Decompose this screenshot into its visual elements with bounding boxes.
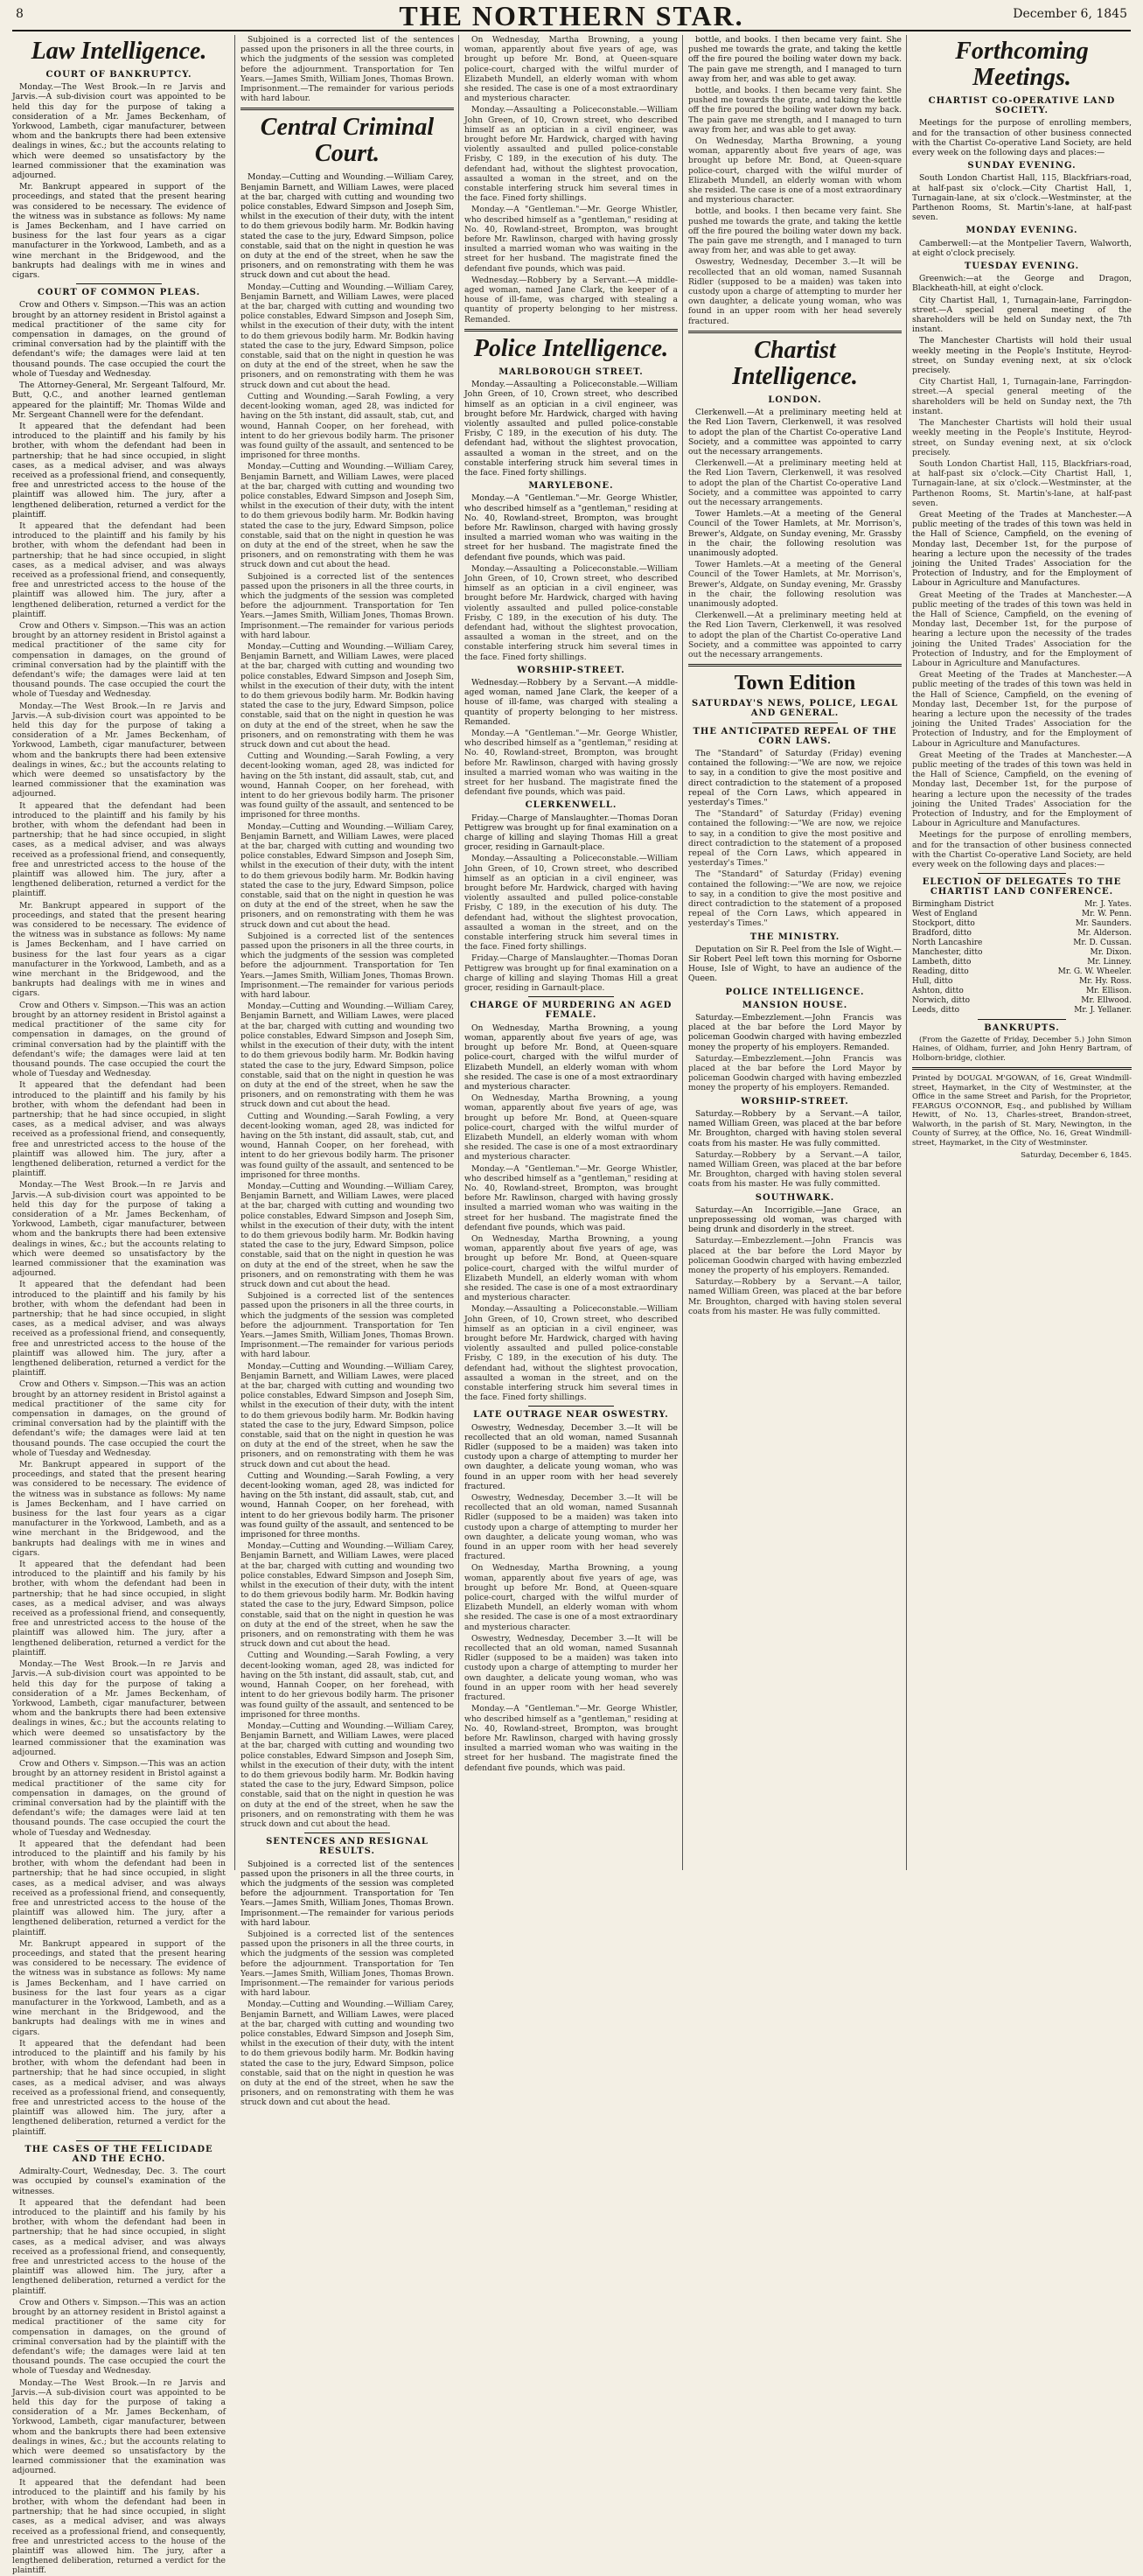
- article-paragraph: Saturday.—Robbery by a Servant.—A tailor, named William Green, was placed at the bar before Mr. Broughton, charged with having stolen several coats from his master. He was fully committed.: [688, 1277, 902, 1316]
- delegate-name: Mr. Saunders.: [1075, 918, 1132, 928]
- article-paragraph: Saturday.—Robbery by a Servant.—A tailor, named William Green, was placed at the bar before Mr. Broughton, charged with having stolen several coats from his master. He was fully committed.: [688, 1149, 902, 1190]
- article-paragraph: It appeared that the defendant had been introduced to the plaintiff and his family by his brother, with whom the defendant had been in partnership; that he had since occupied, in slight cases, as a medical adviser, and was always received as a professional friend, and consequently, free and unrestricted access to the house of the plaintiff was allowed him. The jury, after a lengthened deliberation, returned a verdict for the plaintiff.: [12, 1560, 226, 1658]
- article-paragraph: Crow and Others v. Simpson.—This was an action brought by an attorney resident in Bristol against a medical practitioner of the same city for compensation in damages, on the ground of criminal conversation had by the plaintiff with the defendant's wife; the damages were laid at ten thousand pounds. The case occupied the court the whole of Tuesday and Wednesday.: [12, 2297, 226, 2377]
- heading-police-intelligence: POLICE INTELLIGENCE.: [725, 987, 865, 997]
- article-paragraph: Monday.—Assaulting a Policeconstable.—William John Green, of 10, Crown street, who described himself as an optician in a civil engineer, was brought before Mr. Hardwick, charged with having violently assaulted and pulled police-constable Frisby, C 189, in the execution of his duty. The defendant had, without the slightest provocation, assaulted a woman in the street, and on the constable interfering struck him several times in the face. Fined forty shillings.: [464, 380, 678, 478]
- divider: [240, 108, 454, 110]
- article-paragraph: Admiralty-Court, Wednesday, Dec. 3. The court was occupied by counsel's examination of the witnesses.: [12, 2167, 226, 2196]
- divider: [76, 2140, 162, 2141]
- article-paragraph: Subjoined is a corrected list of the sentences passed upon the prisoners in all the three courts, in which the judgments of the session was completed before the adjournment. Transportation for Ten Years.—James Smith, William Jones, Thomas Brown. Imprisonment.—The remainder for various periods with hard labour.: [240, 931, 454, 1001]
- article-paragraph: Oswestry, Wednesday, December 3.—It will be recollected that an old woman, named Susannah Ridler (supposed to be a maiden) was taken into custody upon a charge of attempting to murder her own daughter, a delicate young woman, who was found in an upper room with her head severely fractured.: [464, 1422, 678, 1491]
- delegate-name: Mr. D. Cussan.: [1073, 938, 1132, 947]
- delegate-name: Mr. Hy. Ross.: [1078, 976, 1132, 986]
- column-4: [682, 35, 902, 1870]
- article-paragraph: Great Meeting of the Trades at Manchester.—A public meeting of the trades of this town was held in the Hall of Science, Campfield, on the evening of Monday last, December 1st, for the purpose of hearing a lecture upon the necessity of the trades joining the United Trades' Association for the Protection of Industry, and for the Employment of Labour in Agriculture and Manufactures.: [912, 509, 1132, 589]
- divider: [978, 1019, 1065, 1020]
- heading-mansion-house: MANSION HOUSE.: [742, 1000, 848, 1010]
- article-paragraph: bottle, and books. I then became very faint. She pushed me towards the grate, and taking the kettle off the fire poured the boiling water down my back. The pain gave me strength, and I managed to turn away from her, and was able to get away.: [688, 206, 902, 256]
- heading-london: LONDON.: [768, 394, 822, 405]
- article-paragraph: Cutting and Wounding.—Sarah Fowling, a very decent-looking woman, aged 28, was indicted for having on the 5th instant, did assault, stab, cut, and wound, Hannah Cooper, on her forehead, with intent to do her grievous bodily harm. The prisoner was found guilty of the assault, and sentenced to be imprisoned for three months.: [240, 751, 454, 820]
- heading-worship-street: WORSHIP-STREET.: [517, 665, 625, 675]
- delegate-place: Manchester, ditto: [912, 947, 983, 957]
- article-paragraph: On Wednesday, Martha Browning, a young woman, apparently about five years of age, was brought up before Mr. Bond, at Queen-square police-court, charged with the wilful murder of Elizabeth Mundell, an elderly woman with whom she resided. The case is one of a most extraordinary and mysterious character.: [464, 1023, 678, 1092]
- delegate-name: Mr. J. Yates.: [1084, 899, 1132, 909]
- heading-land-society: CHARTIST CO-OPERATIVE LAND SOCIETY.: [928, 96, 1116, 116]
- article-paragraph: Cutting and Wounding.—Sarah Fowling, a very decent-looking woman, aged 28, was indicted for having on the 5th instant, did assault, stab, cut, and wound, Hannah Cooper, on her forehead, with intent to do her grievous bodily harm. The prisoner was found guilty of the assault, and sentenced to be imprisoned for three months.: [240, 1470, 454, 1540]
- article-paragraph: It appeared that the defendant had been introduced to the plaintiff and his family by his brother, with whom the defendant had been in partnership; that he had since occupied, in slight cases, as a medical adviser, and was always received as a professional friend, and consequently, free and unrestricted access to the house of the plaintiff was allowed him. The jury, after a lengthened deliberation, returned a verdict for the plaintiff.: [12, 800, 226, 899]
- section-heading-meetings: Forthcoming Meetings.: [955, 38, 1089, 91]
- delegate-row: [912, 948, 1132, 958]
- article-paragraph: Monday.—Cutting and Wounding.—William Carey, Benjamin Barnett, and William Lawes, were placed at the bar, charged with cutting and wounding two police constables, Edward Simpson and Joseph Sim, whilst in the execution of their duty, with the intent to do them grievous bodily harm. Mr. Bodkin having stated the case to the jury, Edward Simpson, police constable, said that on the night in question he was on duty at the end of the street, when he saw the prisoners, and on remonstrating with them he was struck down and cut about the head.: [240, 1721, 454, 1829]
- heading-oswestry: LATE OUTRAGE NEAR OSWESTRY.: [473, 1410, 669, 1421]
- newspaper-title: THE NORTHERN STAR.: [399, 0, 744, 31]
- heading-bankrupts: BANKRUPTS.: [984, 1023, 1060, 1033]
- heading-corn-laws: THE ANTICIPATED REPEAL OF THE CORN LAWS.: [693, 726, 897, 746]
- article-paragraph: The "Standard" of Saturday (Friday) evening contained the following:—"We are now, we rejoice to say, in a condition to give the most positive and direct contradiction to the statement of a proposed repeal of the Corn Laws, which appeared in yesterday's Times.": [688, 869, 902, 929]
- divider: [528, 1406, 614, 1407]
- article-paragraph: Monday.—Assaulting a Policeconstable.—William John Green, of 10, Crown street, who described himself as an optician in a civil engineer, was brought before Mr. Hardwick, charged with having violently assaulted and pulled police-constable Frisby, C 189, in the execution of his duty. The defendant had, without the slightest provocation, assaulted a woman in the street, and on the constable interfering struck him several times in the face. Fined forty shillings.: [464, 1304, 678, 1403]
- article-paragraph: On Wednesday, Martha Browning, a young woman, apparently about five years of age, was brought up before Mr. Bond, at Queen-square police-court, charged with the wilful murder of Elizabeth Mundell, an elderly woman with whom she resided. The case is one of a most extraordinary and mysterious character.: [464, 1563, 678, 1632]
- column-5: [906, 35, 1132, 1870]
- heading-sunday-evening: SUNDAY EVENING.: [967, 161, 1077, 171]
- delegate-place: West of England: [912, 909, 978, 918]
- delegate-place: Leeds, ditto: [912, 1005, 960, 1015]
- heading-common-pleas: COURT OF COMMON PLEAS.: [37, 288, 201, 298]
- delegate-row: [912, 996, 1132, 1006]
- article-paragraph: Cutting and Wounding.—Sarah Fowling, a very decent-looking woman, aged 28, was indicted for having on the 5th instant, did assault, stab, cut, and wound, Hannah Cooper, on her forehead, with intent to do her grievous bodily harm. The prisoner was found guilty of the assault, and sentenced to be imprisoned for three months.: [240, 1651, 454, 1720]
- article-paragraph: Greenwich:—at the George and Dragon, Blackheath-hill, at eight o'clock.: [912, 274, 1132, 294]
- delegate-name: Mr. G. W. Wheeler.: [1057, 967, 1132, 976]
- article-paragraph: Monday.—Cutting and Wounding.—William Carey, Benjamin Barnett, and William Lawes, were placed at the bar, charged with cutting and wounding two police constables, Edward Simpson and Joseph Sim, whilst in the execution of their duty, with the intent to do them grievous bodily harm. Mr. Bodkin having stated the case to the jury, Edward Simpson, police constable, said that on the night in question he was on duty at the end of the street, when he saw the prisoners, and on remonstrating with them he was struck down and cut about the head.: [240, 462, 454, 570]
- article-paragraph: City Chartist Hall, 1, Turnagain-lane, Farringdon-street.—A special general meeting of the shareholders will be held on Sunday next, the 7th instant.: [912, 295, 1132, 335]
- article-paragraph: It appeared that the defendant had been introduced to the plaintiff and his family by his brother, with whom the defendant had been in partnership; that he had since occupied, in slight cases, as a medical adviser, and was always received as a professional friend, and consequently, free and unrestricted access to the house of the plaintiff was allowed him. The jury, after a lengthened deliberation, returned a verdict for the plaintiff.: [12, 520, 226, 619]
- article-paragraph: The "Standard" of Saturday (Friday) evening contained the following:—"We are now, we rejoice to say, in a condition to give the most positive and direct contradiction to the statement of a proposed repeal of the Corn Laws, which appeared in yesterday's Times.": [688, 748, 902, 807]
- delegate-row: [912, 919, 1132, 929]
- article-paragraph: Monday.—Cutting and Wounding.—William Carey, Benjamin Barnett, and William Lawes, were placed at the bar, charged with cutting and wounding two police constables, Edward Simpson and Joseph Sim, whilst in the execution of their duty, with the intent to do them grievous bodily harm. Mr. Bodkin having stated the case to the jury, Edward Simpson, police constable, said that on the night in question he was on duty at the end of the street, when he saw the prisoners, and on remonstrating with them he was struck down and cut about the head.: [240, 282, 454, 390]
- article-paragraph: Monday.—The West Brook.—In re Jarvis and Jarvis.—A sub-division court was appointed to be held this day for the purpose of taking a consideration of a Mr. James Beckenham, of Yorkwood, Lambeth, cigar manufacturer, between whom and the bankrupts there had been extensive dealings in wines, &c.; but the accounts relating to which were deemed so unsatisfactory by the learned commissioner that the examination was adjourned.: [12, 1180, 226, 1279]
- delegate-place: Reading, ditto: [912, 967, 969, 976]
- article-paragraph: Meetings for the purpose of enrolling members, and for the transaction of other business connected with the Chartist Co-operative Land Society, are held every week on the following days and places:—: [912, 830, 1132, 870]
- article-paragraph: It appeared that the defendant had been introduced to the plaintiff and his family by his brother, with whom the defendant had been in partnership; that he had since occupied, in slight cases, as a medical adviser, and was always received as a professional friend, and consequently, free and unrestricted access to the house of the plaintiff was allowed him. The jury, after a lengthened deliberation, returned a verdict for the plaintiff.: [12, 1839, 226, 1937]
- delegate-place: Birmingham District: [912, 899, 994, 909]
- article-paragraph: Cutting and Wounding.—Sarah Fowling, a very decent-looking woman, aged 28, was indicted for having on the 5th instant, did assault, stab, cut, and wound, Hannah Cooper, on her forehead, with intent to do her grievous bodily harm. The prisoner was found guilty of the assault, and sentenced to be imprisoned for three months.: [240, 1111, 454, 1180]
- article-paragraph: It appeared that the defendant had been introduced to the plaintiff and his family by his brother, with whom the defendant had been in partnership; that he had since occupied, in slight cases, as a medical adviser, and was always received as a professional friend, and consequently, free and unrestricted access to the house of the plaintiff was allowed him. The jury, after a lengthened deliberation, returned a verdict for the plaintiff.: [12, 2038, 226, 2137]
- delegate-place: Hull, ditto: [912, 976, 953, 986]
- article-paragraph: Subjoined is a corrected list of the sentences passed upon the prisoners in all the three courts, in which the judgments of the session was completed before the adjournment. Transportation for Ten Years.—James Smith, William Jones, Thomas Brown. Imprisonment.—The remainder for various periods with hard labour.: [240, 1859, 454, 1928]
- delegate-place: Lambeth, ditto: [912, 957, 972, 967]
- heading-ministry: THE MINISTRY.: [749, 932, 840, 942]
- delegate-row: [912, 929, 1132, 939]
- article-paragraph: (From the Gazette of Friday, December 5.) John Simon Haines, of Oldham, furrier, and John Henry Bartram, of Holborn-bridge, clothier.: [912, 1035, 1132, 1063]
- article-paragraph: Mr. Bankrupt appeared in support of the proceedings, and stated that the present hearing was considered to be necessary. The evidence of the witness was in substance as follows: My name is James Beckenham, and I have carried on business for the last four years as a cigar manufacturer in the Yorkwood, Lambeth, and as a wine merchant in the Bridgewood, and the bankrupts had dealings with me in wines and cigars.: [12, 900, 226, 999]
- delegate-name: Mr. Dixon.: [1090, 947, 1132, 957]
- article-paragraph: It appeared that the defendant had been introduced to the plaintiff and his family by his brother, with whom the defendant had been in partnership; that he had since occupied, in slight cases, as a medical adviser, and was always received as a professional friend, and consequently, free and unrestricted access to the house of the plaintiff was allowed him. The jury, after a lengthened deliberation, returned a verdict for the plaintiff.: [12, 1080, 226, 1179]
- article-paragraph: Monday.—Assaulting a Policeconstable.—William John Green, of 10, Crown street, who described himself as an optician in a civil engineer, was brought before Mr. Hardwick, charged with having violently assaulted and pulled police-constable Frisby, C 189, in the execution of his duty. The defendant had, without the slightest provocation, assaulted a woman in the street, and on the constable interfering struck him several times in the face. Fined forty shillings.: [464, 563, 678, 662]
- heading-southwark: SOUTHWARK.: [755, 1192, 835, 1203]
- article-paragraph: Saturday.—Embezzlement.—John Francis was placed at the bar before the Lord Mayor by policeman Goodwin charged with having embezzled money the property of his employers. Remanded.: [688, 1013, 902, 1052]
- article-paragraph: Tower Hamlets.—At a meeting of the General Council of the Tower Hamlets, at Mr. Morrison's, Brewer's, Aldgate, on Sunday evening, Mr. Grassby in the chair, the following resolution was unanimously adopted.: [688, 509, 902, 558]
- article-paragraph: Monday.—Cutting and Wounding.—William Carey, Benjamin Barnett, and William Lawes, were placed at the bar, charged with cutting and wounding two police constables, Edward Simpson and Joseph Sim, whilst in the execution of their duty, with the intent to do them grievous bodily harm. Mr. Bodkin having stated the case to the jury, Edward Simpson, police constable, said that on the night in question he was on duty at the end of the street, when he saw the prisoners, and on remonstrating with them he was struck down and cut about the head.: [240, 1002, 454, 1110]
- delegate-row: [912, 967, 1132, 977]
- divider: [76, 283, 162, 284]
- article-paragraph: Oswestry, Wednesday, December 3.—It will be recollected that an old woman, named Susannah Ridler (supposed to be a maiden) was taken into custody upon a charge of attempting to murder her own daughter, a delicate young woman, who was found in an upper room with her head severely fractured.: [464, 1493, 678, 1562]
- article-paragraph: On Wednesday, Martha Browning, a young woman, apparently about five years of age, was brought up before Mr. Bond, at Queen-square police-court, charged with the wilful murder of Elizabeth Mundell, an elderly woman with whom she resided. The case is one of a most extraordinary and mysterious character.: [464, 1093, 678, 1162]
- article-paragraph: Monday.—A "Gentleman."—Mr. George Whistler, who described himself as a "gentleman," residing at No. 40, Rowland-street, Brompton, was brought before Mr. Rawlinson, charged with having grossly insulted a married woman who was waiting in the street for her husband. The magistrate fined the defendant five pounds, which was paid.: [464, 1163, 678, 1232]
- article-paragraph: Wednesday.—Robbery by a Servant.—A middle-aged woman, named Jane Clark, the keeper of a house of ill-fame, was charged with stealing a quantity of property belonging to her mistress. Remanded.: [464, 275, 678, 325]
- divider: [688, 331, 902, 333]
- divider: [688, 664, 902, 667]
- article-paragraph: South London Chartist Hall, 115, Blackfriars-road, at half-past six o'clock.—City Chartist Hall, 1, Turnagain-lane, at six o'clock.—Westminster, at the Parthenon Rooms, St. Martin's-lane, at half-past seven.: [912, 458, 1132, 508]
- delegate-name: Mr. Alderson.: [1077, 928, 1132, 938]
- article-paragraph: On Wednesday, Martha Browning, a young woman, apparently about five years of age, was brought up before Mr. Bond, at Queen-square police-court, charged with the wilful murder of Elizabeth Mundell, an elderly woman with whom she resided. The case is one of a most extraordinary and mysterious character.: [464, 35, 678, 104]
- delegate-name: Mr. Ellwood.: [1081, 995, 1132, 1005]
- divider: [528, 996, 614, 997]
- article-paragraph: Mr. Bankrupt appeared in support of the proceedings, and stated that the present hearing was considered to be necessary. The evidence of the witness was in substance as follows: My name is James Beckenham, and I have carried on business for the last four years as a cigar manufacturer in the Yorkwood, Lambeth, and as a wine merchant in the Bridgewood, and the bankrupts had dealings with me in wines and cigars.: [12, 1460, 226, 1558]
- delegate-name: Mr. J. Yellaner.: [1074, 1005, 1132, 1015]
- article-paragraph: It appeared that the defendant had been introduced to the plaintiff and his family by his brother, with whom the defendant had been in partnership; that he had since occupied, in slight cases, as a medical adviser, and was always received as a professional friend, and consequently, free and unrestricted access to the house of the plaintiff was allowed him. The jury, after a lengthened deliberation, returned a verdict for the plaintiff.: [12, 2477, 226, 2576]
- page-number: 8: [16, 7, 24, 21]
- article-paragraph: Great Meeting of the Trades at Manchester.—A public meeting of the trades of this town was held in the Hall of Science, Campfield, on the evening of Monday last, December 1st, for the purpose of hearing a lecture upon the necessity of the trades joining the United Trades' Association for the Protection of Industry, and for the Employment of Labour in Agriculture and Manufactures.: [912, 750, 1132, 829]
- article-paragraph: Crow and Others v. Simpson.—This was an action brought by an attorney resident in Bristol against a medical practitioner of the same city for compensation in damages, on the ground of criminal conversation had by the plaintiff with the defendant's wife; the damages were laid at ten thousand pounds. The case occupied the court the whole of Tuesday and Wednesday.: [12, 300, 226, 379]
- article-paragraph: Meetings for the purpose of enrolling members, and for the transaction of other business connected with the Chartist Co-operative Land Society, are held every week on the following days and places:—: [912, 118, 1132, 158]
- article-paragraph: Monday.—Cutting and Wounding.—William Carey, Benjamin Barnett, and William Lawes, were placed at the bar, charged with cutting and wounding two police constables, Edward Simpson and Joseph Sim, whilst in the execution of their duty, with the intent to do them grievous bodily harm. Mr. Bodkin having stated the case to the jury, Edward Simpson, police constable, said that on the night in question he was on duty at the end of the street, when he saw the prisoners, and on remonstrating with them he was struck down and cut about the head.: [240, 172, 454, 281]
- article-paragraph: Oswestry, Wednesday, December 3.—It will be recollected that an old woman, named Susannah Ridler (supposed to be a maiden) was taken into custody upon a charge of attempting to murder her own daughter, a delicate young woman, who was found in an upper room with her head severely fractured.: [464, 1633, 678, 1703]
- article-paragraph: Monday.—Cutting and Wounding.—William Carey, Benjamin Barnett, and William Lawes, were placed at the bar, charged with cutting and wounding two police constables, Edward Simpson and Joseph Sim, whilst in the execution of their duty, with the intent to do them grievous bodily harm. Mr. Bodkin having stated the case to the jury, Edward Simpson, police constable, said that on the night in question he was on duty at the end of the street, when he saw the prisoners, and on remonstrating with them he was struck down and cut about the head.: [240, 1361, 454, 1470]
- article-paragraph: Great Meeting of the Trades at Manchester.—A public meeting of the trades of this town was held in the Hall of Science, Campfield, on the evening of Monday last, December 1st, for the purpose of hearing a lecture upon the necessity of the trades joining the United Trades' Association for the Protection of Industry, and for the Employment of Labour in Agriculture and Manufactures.: [912, 670, 1132, 749]
- article-paragraph: It appeared that the defendant had been introduced to the plaintiff and his family by his brother, with whom the defendant had been in partnership; that he had since occupied, in slight cases, as a medical adviser, and was always received as a professional friend, and consequently, free and unrestricted access to the house of the plaintiff was allowed him. The jury, after a lengthened deliberation, returned a verdict for the plaintiff.: [12, 421, 226, 520]
- article-paragraph: Friday.—Charge of Manslaughter.—Thomas Doran Pettigrew was brought up for final examination on a charge of killing and slaying Thomas Hill a great grocer, residing in Garnault-place.: [464, 953, 678, 994]
- imprint-date: Saturday, December 6, 1845.: [1021, 1151, 1132, 1161]
- delegate-row: [912, 900, 1132, 910]
- delegate-row: [912, 958, 1132, 967]
- article-paragraph: Oswestry, Wednesday, December 3.—It will be recollected that an old woman, named Susannah Ridler (supposed to be a maiden) was taken into custody upon a charge of attempting to murder her own daughter, a delicate young woman, who was found in an upper room with her head severely fractured.: [688, 257, 902, 326]
- article-paragraph: Clerkenwell.—At a preliminary meeting held at the Red Lion Tavern, Clerkenwell, it was resolved to adopt the plan of the Chartist Co-operative Land Society, and a committee was appointed to carry out the necessary arrangements.: [688, 611, 902, 660]
- issue-date: December 6, 1845: [1013, 7, 1127, 21]
- article-paragraph: The "Standard" of Saturday (Friday) evening contained the following:—"We are now, we rejoice to say, in a condition to give the most positive and direct contradiction to the statement of a proposed repeal of the Corn Laws, which appeared in yesterday's Times.": [688, 809, 902, 869]
- article-paragraph: Deputation on Sir R. Peel from the Isle of Wight.—Sir Robert Peel left town this morning for Osborne House, Isle of Wight, to have an audience of the Queen.: [688, 944, 902, 984]
- article-paragraph: Saturday.—Embezzlement.—John Francis was placed at the bar before the Lord Mayor by policeman Goodwin charged with having embezzled money the property of his employers. Remanded.: [688, 1236, 902, 1275]
- divider: [978, 873, 1065, 874]
- article-paragraph: Monday.—A "Gentleman."—Mr. George Whistler, who described himself as a "gentleman," residing at No. 40, Rowland-street, Brompton, was brought before Mr. Rawlinson, charged with having grossly insulted a married woman who was waiting in the street for her husband. The magistrate fined the defendant five pounds, which was paid.: [464, 729, 678, 798]
- divider: [464, 329, 678, 332]
- heading-clerkenwell: CLERKENWELL.: [525, 800, 617, 811]
- article-paragraph: Subjoined is a corrected list of the sentences passed upon the prisoners in all the three courts, in which the judgments of the session was completed before the adjournment. Transportation for Ten Years.—James Smith, William Jones, Thomas Brown. Imprisonment.—The remainder for various periods with hard labour.: [240, 1291, 454, 1360]
- heading-felicidade: THE CASES OF THE FELICIDADE AND THE ECHO.: [24, 2144, 213, 2165]
- delegate-name: Mr. Ellison.: [1085, 986, 1132, 995]
- delegate-list: [912, 900, 1132, 1016]
- article-paragraph: On Wednesday, Martha Browning, a young woman, apparently about five years of age, was brought up before Mr. Bond, at Queen-square police-court, charged with the wilful murder of Elizabeth Mundell, an elderly woman with whom she resided. The case is one of a most extraordinary and mysterious character.: [688, 136, 902, 206]
- delegate-place: Norwich, ditto: [912, 995, 971, 1005]
- delegate-place: Stockport, ditto: [912, 918, 975, 928]
- article-paragraph: Monday.—Cutting and Wounding.—William Carey, Benjamin Barnett, and William Lawes, were placed at the bar, charged with cutting and wounding two police constables, Edward Simpson and Joseph Sim, whilst in the execution of their duty, with the intent to do them grievous bodily harm. Mr. Bodkin having stated the case to the jury, Edward Simpson, police constable, said that on the night in question he was on duty at the end of the street, when he saw the prisoners, and on remonstrating with them he was struck down and cut about the head.: [240, 641, 454, 750]
- delegate-place: Ashton, ditto: [912, 986, 964, 995]
- article-paragraph: South London Chartist Hall, 115, Blackfriars-road, at half-past six o'clock.—City Chartist Hall, 1, Turnagain-lane, at six o'clock.—Westminster, at the Parthenon Rooms, St. Martin's-lane, at half-past seven.: [912, 173, 1132, 223]
- article-paragraph: Saturday.—Robbery by a Servant.—A tailor, named William Green, was placed at the bar before Mr. Broughton, charged with having stolen several coats from his master. He was fully committed.: [688, 1108, 902, 1148]
- article-paragraph: Subjoined is a corrected list of the sentences passed upon the prisoners in all the three courts, in which the judgments of the session was completed before the adjournment. Transportation for Ten Years.—James Smith, William Jones, Thomas Brown. Imprisonment.—The remainder for various periods with hard labour.: [240, 1929, 454, 1999]
- article-paragraph: City Chartist Hall, 1, Turnagain-lane, Farringdon-street.—A special general meeting of the shareholders will be held on Sunday next, the 7th instant.: [912, 377, 1132, 416]
- article-paragraph: The Manchester Chartists will hold their usual weekly meeting in the People's Institute, Heyrod-street, on Sunday evening next, at six o'clock precisely.: [912, 418, 1132, 457]
- article-paragraph: Crow and Others v. Simpson.—This was an action brought by an attorney resident in Bristol against a medical practitioner of the same city for compensation in damages, on the ground of criminal conversation had by the plaintiff with the defendant's wife; the damages were laid at ten thousand pounds. The case occupied the court the whole of Tuesday and Wednesday.: [12, 1759, 226, 1838]
- article-paragraph: Saturday.—Embezzlement.—John Francis was placed at the bar before the Lord Mayor by policeman Goodwin charged with having embezzled money the property of his employers. Remanded.: [688, 1053, 902, 1093]
- heading-marlborough: MARLBOROUGH STREET.: [498, 367, 644, 377]
- delegate-name: Mr. W. Penn.: [1081, 909, 1132, 918]
- article-paragraph: Monday.—Cutting and Wounding.—William Carey, Benjamin Barnett, and William Lawes, were placed at the bar, charged with cutting and wounding two police constables, Edward Simpson and Joseph Sim, whilst in the execution of their duty, with the intent to do them grievous bodily harm. Mr. Bodkin having stated the case to the jury, Edward Simpson, police constable, said that on the night in question he was on duty at the end of the street, when he saw the prisoners, and on remonstrating with them he was struck down and cut about the head.: [240, 1541, 454, 1650]
- heading-murder-charge: CHARGE OF MURDERING AN AGED FEMALE.: [470, 1001, 673, 1021]
- heading-election-delegates: ELECTION OF DELEGATES TO THE CHARTIST LAND CONFERENCE.: [922, 877, 1122, 897]
- heading-worship-street-2: WORSHIP-STREET.: [741, 1096, 849, 1106]
- article-paragraph: Mr. Bankrupt appeared in support of the proceedings, and stated that the present hearing was considered to be necessary. The evidence of the witness was in substance as follows: My name is James Beckenham, and I have carried on business for the last four years as a cigar manufacturer in the Yorkwood, Lambeth, and as a wine merchant in the Bridgewood, and the bankrupts had dealings with me in wines and cigars.: [12, 182, 226, 281]
- delegate-place: Bradford, ditto: [912, 928, 972, 938]
- article-paragraph: Clerkenwell.—At a preliminary meeting held at the Red Lion Tavern, Clerkenwell, it was resolved to adopt the plan of the Chartist Co-operative Land Society, and a committee was appointed to carry out the necessary arrangements.: [688, 408, 902, 457]
- article-paragraph: Subjoined is a corrected list of the sentences passed upon the prisoners in all the three courts, in which the judgments of the session was completed before the adjournment. Transportation for Ten Years.—James Smith, William Jones, Thomas Brown. Imprisonment.—The remainder for various periods with hard labour.: [240, 571, 454, 640]
- heading-marylebone: MARYLEBONE.: [528, 481, 614, 492]
- town-edition-heading: Town Edition: [734, 672, 856, 695]
- article-paragraph: Monday.—Assaulting a Policeconstable.—William John Green, of 10, Crown street, who described himself as an optician in a civil engineer, was brought before Mr. Hardwick, charged with having violently assaulted and pulled police-constable Frisby, C 189, in the execution of his duty. The defendant had, without the slightest provocation, assaulted a woman in the street, and on the constable interfering struck him several times in the face. Fined forty shillings.: [464, 105, 678, 204]
- column-1: [12, 35, 226, 2576]
- article-paragraph: Monday.—Assaulting a Policeconstable.—William John Green, of 10, Crown street, who described himself as an optician in a civil engineer, was brought before Mr. Hardwick, charged with having violently assaulted and pulled police-constable Frisby, C 189, in the execution of his duty. The defendant had, without the slightest provocation, assaulted a woman in the street, and on the constable interfering struck him several times in the face. Fined forty shillings.: [464, 854, 678, 953]
- article-paragraph: Crow and Others v. Simpson.—This was an action brought by an attorney resident in Bristol against a medical practitioner of the same city for compensation in damages, on the ground of criminal conversation had by the plaintiff with the defendant's wife; the damages were laid at ten thousand pounds. The case occupied the court the whole of Tuesday and Wednesday.: [12, 620, 226, 700]
- article-paragraph: Great Meeting of the Trades at Manchester.—A public meeting of the trades of this town was held in the Hall of Science, Campfield, on the evening of Monday last, December 1st, for the purpose of hearing a lecture upon the necessity of the trades joining the United Trades' Association for the Protection of Industry, and for the Employment of Labour in Agriculture and Manufactures.: [912, 590, 1132, 668]
- article-paragraph: Monday.—The West Brook.—In re Jarvis and Jarvis.—A sub-division court was appointed to be held this day for the purpose of taking a consideration of a Mr. James Beckenham, of Yorkwood, Lambeth, cigar manufacturer, between whom and the bankrupts there had been extensive dealings in wines, &c.; but the accounts relating to which were deemed so unsatisfactory by the learned commissioner that the examination was adjourned.: [12, 2377, 226, 2476]
- divider: [912, 1067, 1132, 1070]
- article-paragraph: Subjoined is a corrected list of the sentences passed upon the prisoners in all the three courts, in which the judgments of the session was completed before the adjournment. Transportation for Ten Years.—James Smith, William Jones, Thomas Brown. Imprisonment.—The remainder for various periods with hard labour.: [240, 35, 454, 104]
- article-paragraph: On Wednesday, Martha Browning, a young woman, apparently about five years of age, was brought up before Mr. Bond, at Queen-square police-court, charged with the wilful murder of Elizabeth Mundell, an elderly woman with whom she resided. The case is one of a most extraordinary and mysterious character.: [464, 1233, 678, 1303]
- article-paragraph: Friday.—Charge of Manslaughter.—Thomas Doran Pettigrew was brought up for final examination on a charge of killing and slaying Thomas Hill a great grocer, residing in Garnault-place.: [464, 813, 678, 853]
- article-paragraph: bottle, and books. I then became very faint. She pushed me towards the grate, and taking the kettle off the fire poured the boiling water down my back. The pain gave me strength, and I managed to turn away from her, and was able to get away.: [688, 35, 902, 84]
- article-paragraph: Monday.—A "Gentleman."—Mr. George Whistler, who described himself as a "gentleman," residing at No. 40, Rowland-street, Brompton, was brought before Mr. Rawlinson, charged with having grossly insulted a married woman who was waiting in the street for her husband. The magistrate fined the defendant five pounds, which was paid.: [464, 493, 678, 562]
- article-paragraph: Cutting and Wounding.—Sarah Fowling, a very decent-looking woman, aged 28, was indicted for having on the 5th instant, did assault, stab, cut, and wound, Hannah Cooper, on her forehead, with intent to do her grievous bodily harm. The prisoner was found guilty of the assault, and sentenced to be imprisoned for three months.: [240, 391, 454, 461]
- printer-imprint: Printed by DOUGAL M'GOWAN, of 16, Great Windmill-street, Haymarket, in the City of Westminster, at the Office in the same Street and Parish, for the Proprietor, FEARGUS O'CONNOR, Esq., and published by William Hewitt, of No. 13, Charles-street, Brandon-street, Walworth, in the parish of St. Mary, Newington, in the County of Surrey, at the Office, No. 16, Great Windmill-street, Haymarket, in the City of Westminster.: [912, 1074, 1132, 1148]
- heading-bankruptcy: COURT OF BANKRUPTCY.: [45, 70, 192, 80]
- article-paragraph: Monday.—The West Brook.—In re Jarvis and Jarvis.—A sub-division court was appointed to be held this day for the purpose of taking a consideration of a Mr. James Beckenham, of Yorkwood, Lambeth, cigar manufacturer, between whom and the bankrupts there had been extensive dealings in wines, &c.; but the accounts relating to which were deemed so unsatisfactory by the learned commissioner that the examination was adjourned.: [12, 701, 226, 799]
- delegate-place: North Lancashire: [912, 938, 983, 947]
- delegate-row: [912, 987, 1132, 996]
- section-heading-law: Law Intelligence.: [31, 38, 207, 65]
- article-paragraph: Camberwell:—at the Montpelier Tavern, Walworth, at eight o'clock precisely.: [912, 238, 1132, 258]
- masthead: [12, 0, 1131, 31]
- article-paragraph: Wednesday.—Robbery by a Servant.—A middle-aged woman, named Jane Clark, the keeper of a house of ill-fame, was charged with stealing a quantity of property belonging to her mistress. Remanded.: [464, 677, 678, 727]
- delegate-row: [912, 1006, 1132, 1016]
- article-paragraph: Monday.—Cutting and Wounding.—William Carey, Benjamin Barnett, and William Lawes, were placed at the bar, charged with cutting and wounding two police constables, Edward Simpson and Joseph Sim, whilst in the execution of their duty, with the intent to do them grievous bodily harm. Mr. Bodkin having stated the case to the jury, Edward Simpson, police constable, said that on the night in question he was on duty at the end of the street, when he saw the prisoners, and on remonstrating with them he was struck down and cut about the head.: [240, 2000, 454, 2108]
- section-heading-criminal: Central Criminal Court.: [260, 114, 435, 168]
- article-paragraph: Monday.—A "Gentleman."—Mr. George Whistler, who described himself as a "gentleman," residing at No. 40, Rowland-street, Brompton, was brought before Mr. Rawlinson, charged with having grossly insulted a married woman who was waiting in the street for her husband. The magistrate fined the defendant five pounds, which was paid.: [464, 1704, 678, 1773]
- section-heading-chartist: Chartist Intelligence.: [732, 336, 858, 390]
- heading-tuesday-evening: TUESDAY EVENING.: [964, 262, 1080, 272]
- article-paragraph: Mr. Bankrupt appeared in support of the proceedings, and stated that the present hearing was considered to be necessary. The evidence of the witness was in substance as follows: My name is James Beckenham, and I have carried on business for the last four years as a cigar manufacturer in the Yorkwood, Lambeth, and as a wine merchant in the Bridgewood, and the bankrupts had dealings with me in wines and cigars.: [12, 1938, 226, 2037]
- article-paragraph: Tower Hamlets.—At a meeting of the General Council of the Tower Hamlets, at Mr. Morrison's, Brewer's, Aldgate, on Sunday evening, Mr. Grassby in the chair, the following resolution was unanimously adopted.: [688, 560, 902, 609]
- article-paragraph: Monday.—Cutting and Wounding.—William Carey, Benjamin Barnett, and William Lawes, were placed at the bar, charged with cutting and wounding two police constables, Edward Simpson and Joseph Sim, whilst in the execution of their duty, with the intent to do them grievous bodily harm. Mr. Bodkin having stated the case to the jury, Edward Simpson, police constable, said that on the night in question he was on duty at the end of the street, when he saw the prisoners, and on remonstrating with them he was struck down and cut about the head.: [240, 1181, 454, 1289]
- article-paragraph: Crow and Others v. Simpson.—This was an action brought by an attorney resident in Bristol against a medical practitioner of the same city for compensation in damages, on the ground of criminal conversation had by the plaintiff with the defendant's wife; the damages were laid at ten thousand pounds. The case occupied the court the whole of Tuesday and Wednesday.: [12, 1000, 226, 1079]
- article-paragraph: Monday.—The West Brook.—In re Jarvis and Jarvis.—A sub-division court was appointed to be held this day for the purpose of taking a consideration of a Mr. James Beckenham, of Yorkwood, Lambeth, cigar manufacturer, between whom and the bankrupts there had been extensive dealings in wines, &c.; but the accounts relating to which were deemed so unsatisfactory by the learned commissioner that the examination was adjourned.: [12, 1659, 226, 1757]
- article-paragraph: Saturday.—An Incorrigible.—Jane Grace, an unprepossessing old woman, was charged with being drunk and disorderly in the street.: [688, 1204, 902, 1235]
- delegate-row: [912, 977, 1132, 987]
- article-paragraph: Monday.—The West Brook.—In re Jarvis and Jarvis.—A sub-division court was appointed to be held this day for the purpose of taking a consideration of a Mr. James Beckenham, of Yorkwood, Lambeth, cigar manufacturer, between whom and the bankrupts there had been extensive dealings in wines, &c.; but the accounts relating to which were deemed so unsatisfactory by the learned commissioner that the examination was adjourned.: [12, 82, 226, 181]
- article-paragraph: Monday.—A "Gentleman."—Mr. George Whistler, who described himself as a "gentleman," residing at No. 40, Rowland-street, Brompton, was brought before Mr. Rawlinson, charged with having grossly insulted a married woman who was waiting in the street for her husband. The magistrate fined the defendant five pounds, which was paid.: [464, 205, 678, 274]
- article-paragraph: Clerkenwell.—At a preliminary meeting held at the Red Lion Tavern, Clerkenwell, it was resolved to adopt the plan of the Chartist Co-operative Land Society, and a committee was appointed to carry out the necessary arrangements.: [688, 458, 902, 507]
- section-heading-police: Police Intelligence.: [473, 334, 669, 362]
- article-paragraph: It appeared that the defendant had been introduced to the plaintiff and his family by his brother, with whom the defendant had been in partnership; that he had since occupied, in slight cases, as a medical adviser, and was always received as a professional friend, and consequently, free and unrestricted access to the house of the plaintiff was allowed him. The jury, after a lengthened deliberation, returned a verdict for the plaintiff.: [12, 2197, 226, 2296]
- heading-sentences: SENTENCES AND RESIGNAL RESULTS.: [266, 1837, 429, 1857]
- heading-saturday-news: SATURDAY'S NEWS, POLICE, LEGAL AND GENERAL.: [691, 699, 899, 719]
- delegate-row: [912, 939, 1132, 948]
- article-paragraph: The Attorney-General, Mr. Sergeant Talfourd, Mr. Butt, Q.C., and another learned gentleman appeared for the plaintiff; Mr. Thomas Wilde and Mr. Sergeant Channell were for the defendant.: [12, 380, 226, 420]
- columns: [12, 35, 1132, 2576]
- article-paragraph: It appeared that the defendant had been introduced to the plaintiff and his family by his brother, with whom the defendant had been in partnership; that he had since occupied, in slight cases, as a medical adviser, and was always received as a professional friend, and consequently, free and unrestricted access to the house of the plaintiff was allowed him. The jury, after a lengthened deliberation, returned a verdict for the plaintiff.: [12, 1280, 226, 1379]
- column-2: [234, 35, 454, 2108]
- delegate-row: [912, 910, 1132, 919]
- delegate-name: Mr. Linney.: [1087, 957, 1132, 967]
- article-paragraph: bottle, and books. I then became very faint. She pushed me towards the grate, and taking the kettle off the fire poured the boiling water down my back. The pain gave me strength, and I managed to turn away from her, and was able to get away.: [688, 86, 902, 135]
- column-3: [458, 35, 678, 1870]
- article-paragraph: Monday.—Cutting and Wounding.—William Carey, Benjamin Barnett, and William Lawes, were placed at the bar, charged with cutting and wounding two police constables, Edward Simpson and Joseph Sim, whilst in the execution of their duty, with the intent to do them grievous bodily harm. Mr. Bodkin having stated the case to the jury, Edward Simpson, police constable, said that on the night in question he was on duty at the end of the street, when he saw the prisoners, and on remonstrating with them he was struck down and cut about the head.: [240, 821, 454, 930]
- heading-monday-evening: MONDAY EVENING.: [965, 226, 1078, 236]
- article-paragraph: The Manchester Chartists will hold their usual weekly meeting in the People's Institute, Heyrod-street, on Sunday evening next, at six o'clock precisely.: [912, 336, 1132, 376]
- article-paragraph: Crow and Others v. Simpson.—This was an action brought by an attorney resident in Bristol against a medical practitioner of the same city for compensation in damages, on the ground of criminal conversation had by the plaintiff with the defendant's wife; the damages were laid at ten thousand pounds. The case occupied the court the whole of Tuesday and Wednesday.: [12, 1379, 226, 1458]
